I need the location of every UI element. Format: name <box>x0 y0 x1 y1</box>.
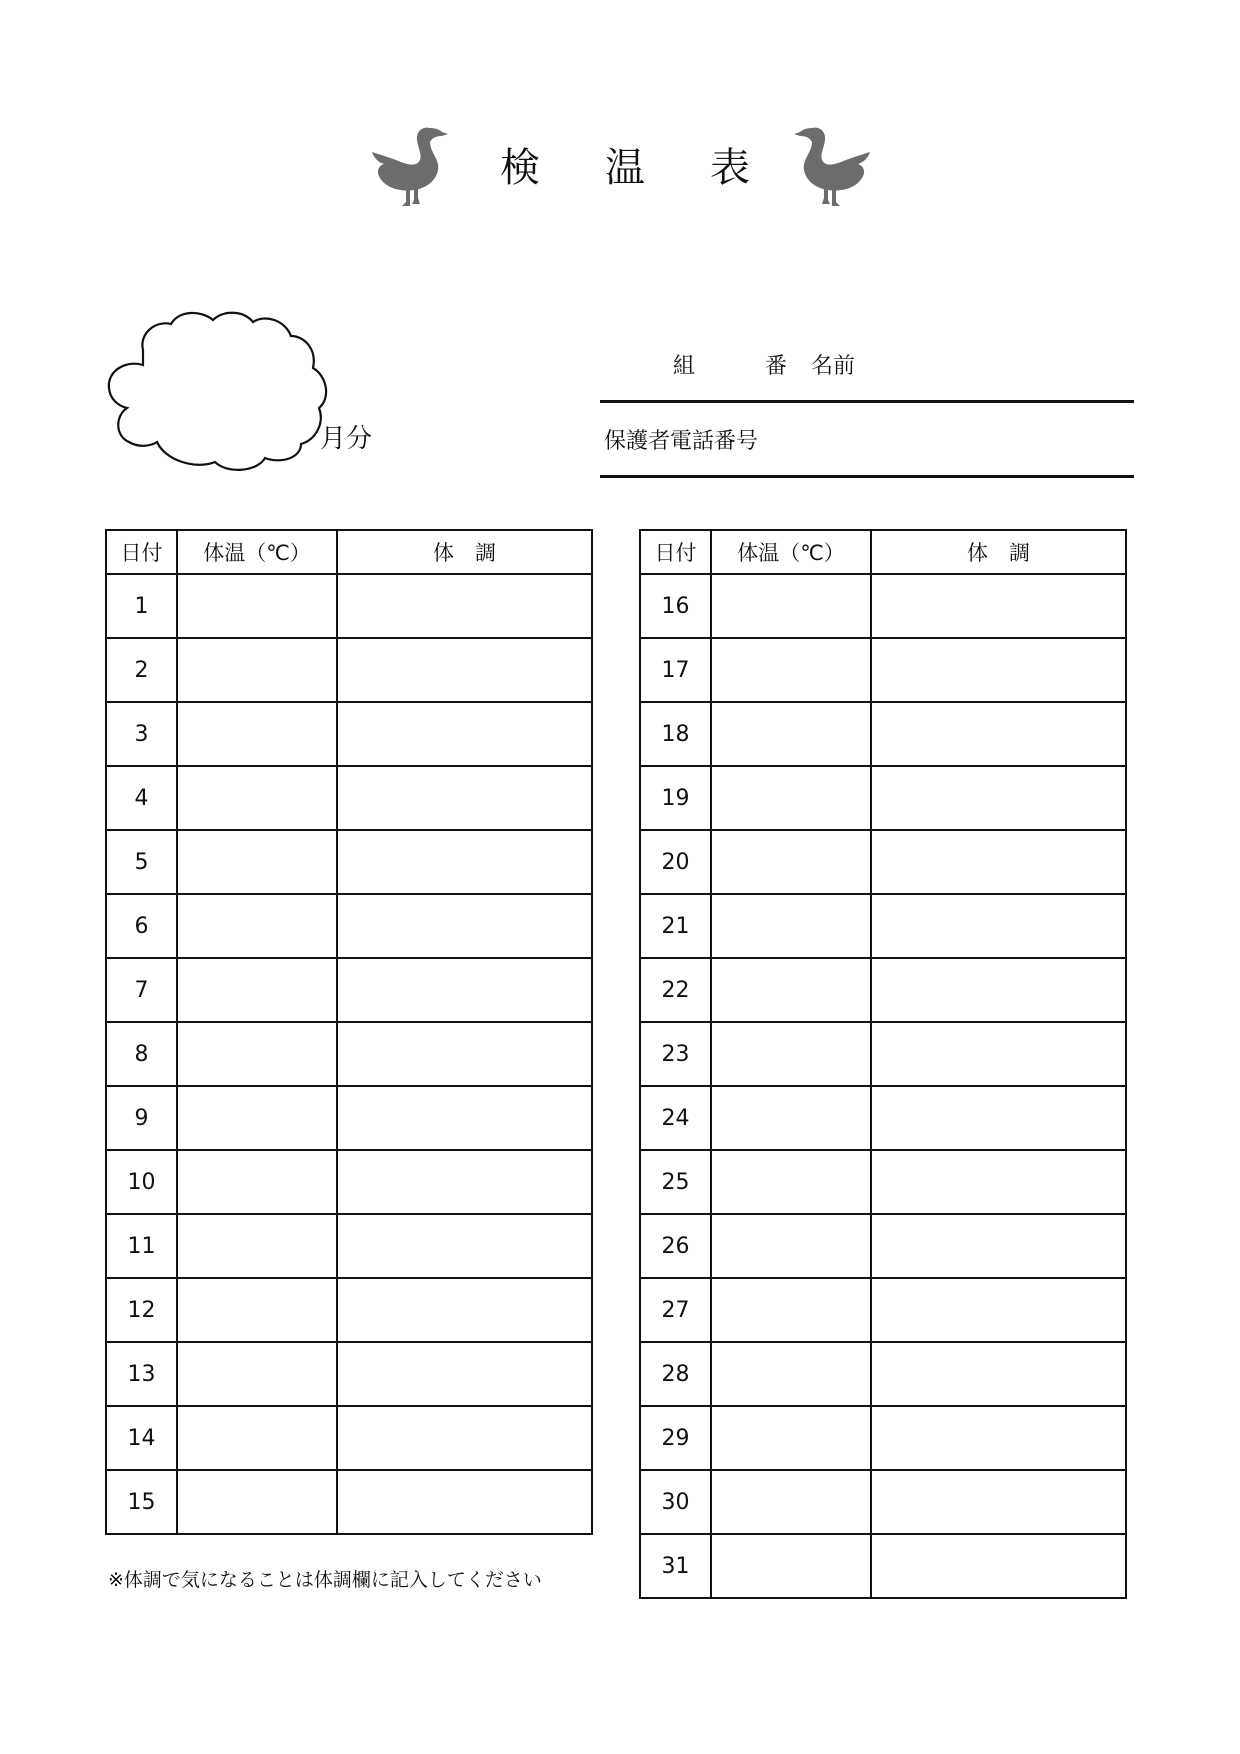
temperature-cell[interactable] <box>177 638 337 702</box>
condition-cell[interactable] <box>871 1470 1126 1534</box>
table-row <box>640 1278 1126 1342</box>
condition-cell[interactable] <box>871 1022 1126 1086</box>
temperature-cell[interactable] <box>177 702 337 766</box>
day-cell: 3 <box>106 702 177 766</box>
day-cell: 30 <box>640 1470 711 1534</box>
condition-cell[interactable] <box>337 702 592 766</box>
date-header: 日付 <box>640 530 711 574</box>
table-row <box>640 1534 1126 1598</box>
day-cell: 19 <box>640 766 711 830</box>
day-cell: 16 <box>640 574 711 638</box>
temperature-cell[interactable] <box>711 574 871 638</box>
temperature-cell[interactable] <box>177 1150 337 1214</box>
condition-cell[interactable] <box>871 702 1126 766</box>
temperature-cell[interactable] <box>711 894 871 958</box>
title-char: 表 <box>710 145 750 191</box>
temperature-cell[interactable] <box>711 1214 871 1278</box>
day-cell: 12 <box>106 1278 177 1342</box>
name-line <box>600 400 1134 403</box>
condition-cell[interactable] <box>871 1086 1126 1150</box>
day-cell: 21 <box>640 894 711 958</box>
temperature-cell[interactable] <box>177 1022 337 1086</box>
table-row <box>106 1086 592 1150</box>
temperature-cell[interactable] <box>711 766 871 830</box>
day-cell: 26 <box>640 1214 711 1278</box>
temperature-cell[interactable] <box>177 1214 337 1278</box>
temperature-table-right <box>639 529 1127 1599</box>
table-row <box>106 1470 592 1534</box>
temperature-cell[interactable] <box>711 1406 871 1470</box>
table-row <box>640 830 1126 894</box>
day-cell: 5 <box>106 830 177 894</box>
day-cell: 27 <box>640 1278 711 1342</box>
temperature-cell[interactable] <box>177 1406 337 1470</box>
day-cell: 20 <box>640 830 711 894</box>
condition-cell[interactable] <box>871 1342 1126 1406</box>
table-row <box>640 1406 1126 1470</box>
condition-cell[interactable] <box>337 830 592 894</box>
day-cell: 28 <box>640 1342 711 1406</box>
condition-cell[interactable] <box>337 766 592 830</box>
condition-cell[interactable] <box>871 1406 1126 1470</box>
phone-line <box>600 475 1134 478</box>
table-row <box>106 1214 592 1278</box>
table-row <box>106 702 592 766</box>
temperature-table-left <box>105 529 593 1535</box>
condition-cell[interactable] <box>337 1470 592 1534</box>
table-row <box>640 638 1126 702</box>
day-cell: 17 <box>640 638 711 702</box>
day-cell: 10 <box>106 1150 177 1214</box>
day-cell: 29 <box>640 1406 711 1470</box>
condition-cell[interactable] <box>871 1534 1126 1598</box>
table-row <box>106 1022 592 1086</box>
temperature-cell[interactable] <box>711 830 871 894</box>
table-header-row <box>640 530 1126 574</box>
temperature-cell[interactable] <box>177 1278 337 1342</box>
month-label: 月分 <box>320 424 373 454</box>
condition-cell[interactable] <box>871 1214 1126 1278</box>
condition-cell[interactable] <box>337 1278 592 1342</box>
table-row <box>640 1022 1126 1086</box>
temperature-cell[interactable] <box>177 894 337 958</box>
day-cell: 14 <box>106 1406 177 1470</box>
table-row <box>106 638 592 702</box>
condition-cell[interactable] <box>337 958 592 1022</box>
day-cell: 18 <box>640 702 711 766</box>
name-label: 名前 <box>811 354 856 379</box>
temperature-cell[interactable] <box>711 1022 871 1086</box>
temperature-cell[interactable] <box>711 1278 871 1342</box>
title-char: 検 <box>500 145 540 191</box>
condition-cell[interactable] <box>337 1214 592 1278</box>
day-cell: 23 <box>640 1022 711 1086</box>
temperature-cell[interactable] <box>177 1470 337 1534</box>
temperature-cell[interactable] <box>711 958 871 1022</box>
day-cell: 6 <box>106 894 177 958</box>
table-row <box>640 702 1126 766</box>
condition-cell[interactable] <box>337 1406 592 1470</box>
temperature-cell[interactable] <box>177 766 337 830</box>
condition-cell[interactable] <box>337 638 592 702</box>
temperature-cell[interactable] <box>711 1470 871 1534</box>
day-cell: 9 <box>106 1086 177 1150</box>
day-cell: 22 <box>640 958 711 1022</box>
table-header-row <box>106 530 592 574</box>
table-row <box>640 766 1126 830</box>
temperature-cell[interactable] <box>177 958 337 1022</box>
table-row <box>106 1150 592 1214</box>
condition-header: 体 調 <box>337 530 592 574</box>
title-char: 温 <box>605 145 645 191</box>
condition-cell[interactable] <box>337 1150 592 1214</box>
table-row <box>106 574 592 638</box>
condition-cell[interactable] <box>871 894 1126 958</box>
day-cell: 11 <box>106 1214 177 1278</box>
day-cell: 1 <box>106 574 177 638</box>
cloud-shape <box>105 300 330 475</box>
day-cell: 8 <box>106 1022 177 1086</box>
condition-header: 体 調 <box>871 530 1126 574</box>
date-header: 日付 <box>106 530 177 574</box>
day-cell: 13 <box>106 1342 177 1406</box>
condition-cell[interactable] <box>871 766 1126 830</box>
temperature-cell[interactable] <box>711 638 871 702</box>
table-row <box>640 1470 1126 1534</box>
condition-cell[interactable] <box>337 894 592 958</box>
temperature-cell[interactable] <box>711 1342 871 1406</box>
condition-cell[interactable] <box>871 1150 1126 1214</box>
day-cell: 31 <box>640 1534 711 1598</box>
duck-icon <box>370 124 452 210</box>
day-cell: 7 <box>106 958 177 1022</box>
condition-cell[interactable] <box>337 1342 592 1406</box>
temperature-cell[interactable] <box>177 830 337 894</box>
temperature-cell[interactable] <box>177 1342 337 1406</box>
temperature-header: 体温（℃） <box>177 530 337 574</box>
temperature-cell[interactable] <box>711 1086 871 1150</box>
table-row <box>106 1406 592 1470</box>
table-row <box>640 1342 1126 1406</box>
temperature-header: 体温（℃） <box>711 530 871 574</box>
day-cell: 24 <box>640 1086 711 1150</box>
table-row <box>106 894 592 958</box>
condition-cell[interactable] <box>871 830 1126 894</box>
duck-icon <box>790 124 872 210</box>
day-cell: 2 <box>106 638 177 702</box>
day-cell: 4 <box>106 766 177 830</box>
table-row <box>640 1150 1126 1214</box>
condition-cell[interactable] <box>337 1022 592 1086</box>
condition-cell[interactable] <box>871 574 1126 638</box>
table-row <box>640 894 1126 958</box>
page-title <box>500 136 750 193</box>
table-row <box>106 1342 592 1406</box>
condition-cell[interactable] <box>337 1086 592 1150</box>
table-row <box>640 1086 1126 1150</box>
table-row <box>106 1278 592 1342</box>
guardian-phone-label: 保護者電話番号 <box>604 429 759 454</box>
day-cell: 15 <box>106 1470 177 1534</box>
table-row <box>106 958 592 1022</box>
table-row <box>640 574 1126 638</box>
temperature-cell[interactable] <box>711 1150 871 1214</box>
day-cell: 25 <box>640 1150 711 1214</box>
table-row <box>106 830 592 894</box>
condition-cell[interactable] <box>871 958 1126 1022</box>
condition-cell[interactable] <box>871 1278 1126 1342</box>
temperature-cell[interactable] <box>177 574 337 638</box>
class-label: 組 <box>673 354 696 379</box>
table-row <box>640 1214 1126 1278</box>
temperature-cell[interactable] <box>711 702 871 766</box>
table-row <box>106 766 592 830</box>
condition-cell[interactable] <box>871 638 1126 702</box>
note-text: ※体調で気になることは体調欄に記入してください <box>108 1569 542 1591</box>
table-row <box>640 958 1126 1022</box>
temperature-cell[interactable] <box>711 1534 871 1598</box>
condition-cell[interactable] <box>337 574 592 638</box>
temperature-cell[interactable] <box>177 1086 337 1150</box>
number-label: 番 <box>765 354 788 379</box>
